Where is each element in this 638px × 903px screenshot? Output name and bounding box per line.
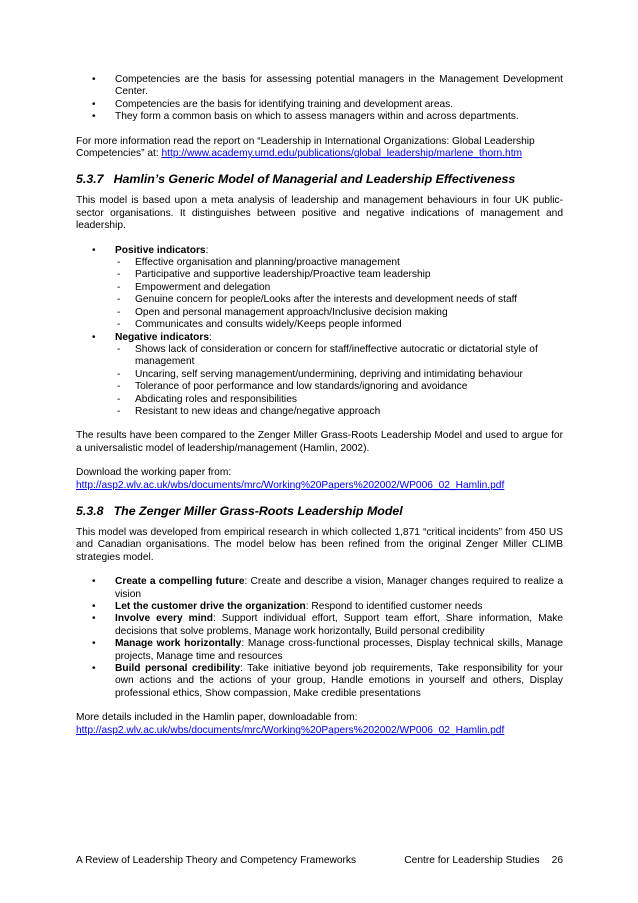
negative-items	[115, 344, 563, 418]
section-title: Hamlin’s Generic Model of Managerial and Leadership Effectiveness	[113, 172, 516, 187]
list-item: - Open and personal management approach/Inclusive decision making	[115, 307, 563, 319]
item-text: : Support individual effort, Support team effort, Share information, Make decisions that solve problems, Manage work horizontally, Build personal credibility	[115, 613, 563, 637]
negative-indicators-item: • Negative indicators: - Shows lack of consideration or concern for staff/ineffective autocratic or dictatorial style of management - Uncaring, self serving management/undermining, depriving and intimidating behaviour - Tolerance of poor performance and low standards/ignoring and avoidance - Abdicating roles and responsibilities - Resistant to new ideas and change/negative approach	[76, 332, 563, 419]
list-item: - Empowerment and delegation	[115, 282, 563, 294]
section-heading-538	[76, 504, 563, 519]
results-paragraph: The results have been compared to the Zenger Miller Grass-Roots Leadership Model and used to argue for a universalistic model of leadership/management (Hamlin, 2002).	[76, 430, 563, 454]
section-number: 5.3.7	[76, 172, 104, 187]
document-page	[76, 74, 563, 737]
positive-label: Positive indicators	[115, 244, 206, 256]
list-item	[76, 663, 563, 700]
more-details-text: More details included in the Hamlin paper, downloadable from:	[76, 712, 358, 724]
item-text: : Take initiative beyond job requirements, Take responsibility for your own actions and the actions of your group, Handle emotions in yourself and others, Display professional ethics, Show compassion, Make credible presentations	[115, 663, 563, 699]
list-item: - Effective organisation and planning/proactive management	[115, 257, 563, 269]
item-text: : Manage cross-functional processes, Display technical skills, Manage projects, Manage time and resources	[115, 638, 563, 662]
indicator-list	[76, 245, 563, 419]
list-item: - Genuine concern for people/Looks after the interests and development needs of staff	[115, 294, 563, 306]
negative-label: Negative indicators	[115, 331, 209, 343]
s537-paragraph: This model is based upon a meta analysis of leadership and management behaviours in four UK public-sector organisations. It distinguishes between positive and negative indications of management and leadership.	[76, 195, 563, 232]
list-item: - Tolerance of poor performance and low standards/ignoring and avoidance	[115, 381, 563, 393]
item-label: Manage work horizontally	[115, 638, 242, 650]
intro-bullet-list	[76, 74, 563, 124]
list-item	[76, 613, 563, 638]
footer-centre-name: Centre for Leadership Studies	[404, 855, 540, 866]
download-text: Download the working paper from:	[76, 467, 232, 479]
info-link[interactable]: http://www.academy.umd.edu/publications/global_leadership/marlene_thorn.htm	[161, 148, 523, 160]
list-item	[76, 638, 563, 663]
list-item: - Uncaring, self serving management/undermining, depriving and intimidating behaviour	[115, 369, 563, 381]
item-label: Create a compelling future	[115, 576, 245, 588]
positive-items	[115, 257, 563, 331]
download-link[interactable]: http://asp2.wlv.ac.uk/wbs/documents/mrc/Working%20Papers%202002/WP006_02_Hamlin.pdf	[76, 479, 505, 491]
list-item: - Shows lack of consideration or concern for staff/ineffective autocratic or dictatorial style of management	[115, 344, 563, 369]
list-item: - Abdicating roles and responsibilities	[115, 394, 563, 406]
section-title: The Zenger Miller Grass-Roots Leadership Model	[113, 503, 403, 518]
list-item	[76, 576, 563, 601]
list-item: • Competencies are the basis for identifying training and development areas.	[76, 99, 563, 111]
list-item	[76, 601, 563, 613]
item-text: : Respond to identified customer needs	[305, 601, 483, 612]
positive-indicators-item: • Positive indicators: - Effective organisation and planning/proactive management - Participative and supportive leadership/Proactive team leadership - Empowerment and delegation - Genuine concern for people/Looks after the interests and development needs of staff - Open and personal management approach/Inclusive decision making - Communicates and consults widely/Keeps people informed	[76, 245, 563, 332]
info-paragraph	[76, 136, 563, 161]
list-item: • They form a common basis on which to assess managers within and across departments.	[76, 111, 563, 123]
item-label: Build personal credibility	[115, 663, 241, 675]
list-item: - Participative and supportive leadership/Proactive team leadership	[115, 269, 563, 281]
s538-paragraph: This model was developed from empirical research in which collected 1,871 “critical incidents” from 450 US and Canadian organisations. The model below has been refined from the original Zenger Miller CLIMB strategies model.	[76, 526, 563, 563]
item-label: Involve every mind	[115, 613, 213, 625]
info-text: For more information read the report on “Leadership in International Organizations: Global Leadership Competencies” at:	[76, 135, 535, 160]
grassroots-list	[76, 576, 563, 700]
item-text: : Create and describe a vision, Manager changes required to realize a vision	[115, 576, 563, 600]
item-label: Let the customer drive the organization	[115, 601, 306, 612]
page-number: 26	[551, 855, 563, 866]
list-item: - Resistant to new ideas and change/negative approach	[115, 406, 563, 418]
list-item: - Communicates and consults widely/Keeps people informed	[115, 319, 563, 331]
section-number: 5.3.8	[76, 503, 104, 518]
section-heading-537	[76, 172, 563, 187]
footer-document-title: A Review of Leadership Theory and Competency Frameworks	[76, 855, 357, 866]
more-details-link[interactable]: http://asp2.wlv.ac.uk/wbs/documents/mrc/Working%20Papers%202002/WP006_02_Hamlin.pdf	[76, 724, 505, 736]
page-footer	[76, 855, 563, 866]
list-item: • Competencies are the basis for assessing potential managers in the Management Development Center.	[76, 74, 563, 99]
